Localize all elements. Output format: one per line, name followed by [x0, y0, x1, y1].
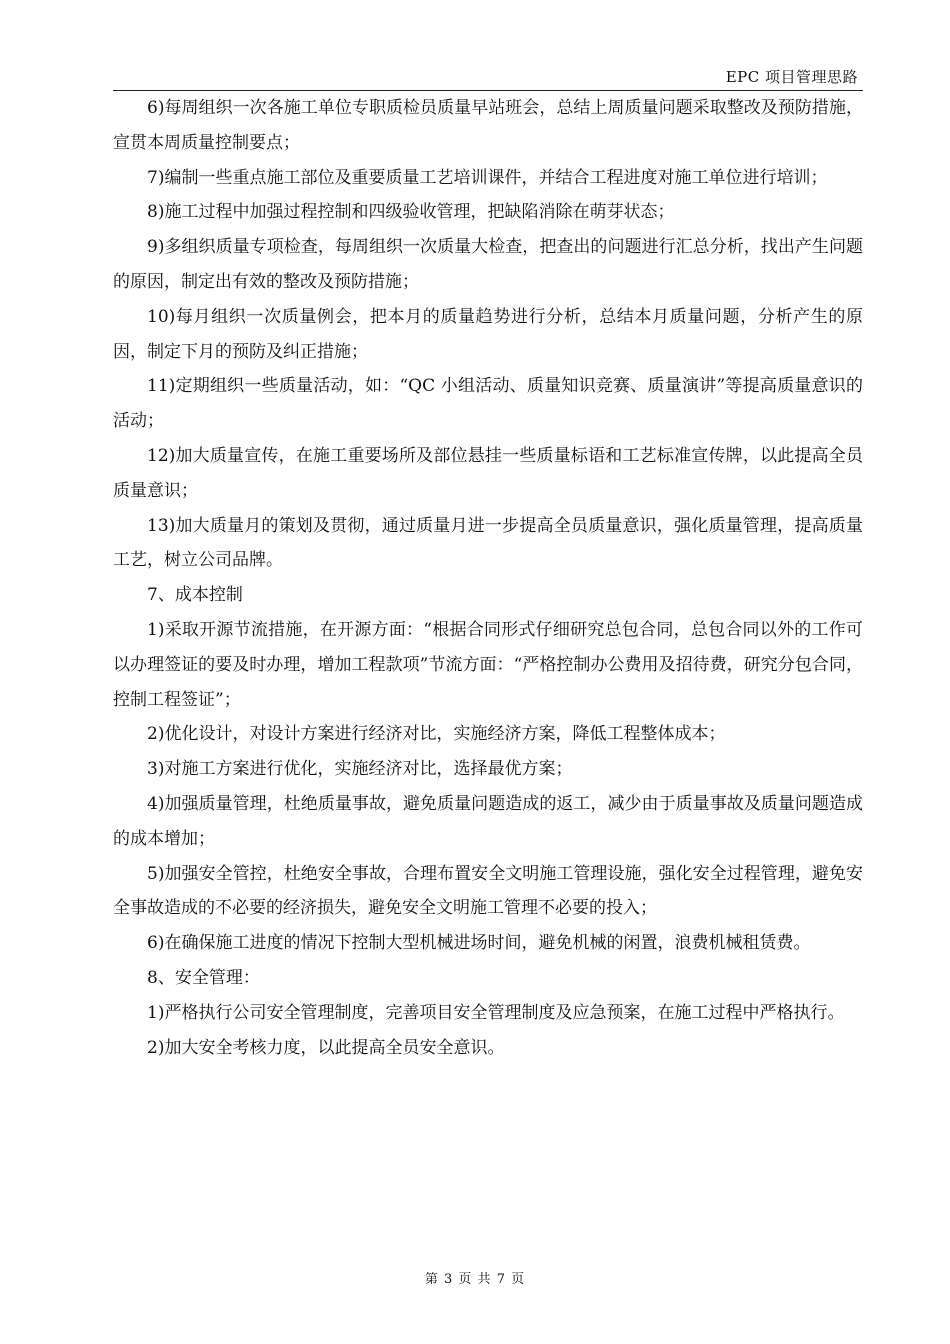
section-heading-safety-management: 8、安全管理：: [147, 967, 260, 988]
paragraph-quality-12: 12)加大质量宣传，在施工重要场所及部位悬挂一些质量标语和工艺标准宣传牌，以此提高全员质量意识；: [113, 445, 863, 501]
paragraph-quality-9: 9)多组织质量专项检查，每周组织一次质量大检查，把查出的问题进行汇总分析，找出产生问题的原因，制定出有效的整改及预防措施；: [113, 237, 863, 292]
paragraph-cost-5: 5)加强安全管控，杜绝安全事故，合理布置安全文明施工管理设施，强化安全过程管理，避免安全事故造成的不必要的经济损失，避免安全文明施工管理不必要的投入；: [113, 863, 863, 919]
paragraph-cost-6: 6)在确保施工进度的情况下控制大型机械进场时间，避免机械的闲置，浪费机械租赁费。: [147, 933, 811, 954]
page-number-footer: 第 3 页 共 7 页: [424, 1272, 526, 1287]
header-title: EPC 项目管理思路: [725, 68, 858, 86]
document-body: [113, 91, 863, 1065]
paragraph-cost-2: 2)优化设计，对设计方案进行经济对比，实施经济方案，降低工程整体成本；: [147, 724, 726, 745]
paragraph-quality-11: 11)定期组织一些质量活动，如：“QC 小组活动、质量知识竞赛、质量演讲”等提高质量意识的活动；: [113, 376, 863, 432]
paragraph-safety-2: 2)加大安全考核力度，以此提高全员安全意识。: [147, 1037, 505, 1058]
paragraph-quality-8: 8)施工过程中加强过程控制和四级验收管理，把缺陷消除在萌芽状态；: [147, 202, 675, 223]
paragraph-cost-3: 3)对施工方案进行优化，实施经济对比，选择最优方案；: [147, 759, 573, 780]
paragraph-safety-1: 1)严格执行公司安全管理制度，完善项目安全管理制度及应急预案，在施工过程中严格执行。: [147, 1002, 845, 1023]
paragraph-cost-4: 4)加强质量管理，杜绝质量事故，避免质量问题造成的返工，减少由于质量事故及质量问题造成的成本增加；: [113, 793, 863, 849]
paragraph-quality-10: 10)每月组织一次质量例会，把本月的质量趋势进行分析，总结本月质量问题，分析产生的原因，制定下月的预防及纠正措施；: [113, 306, 863, 362]
section-heading-cost-control: 7、成本控制: [147, 585, 243, 606]
paragraph-quality-6: 6)每周组织一次各施工单位专职质检员质量早站班会，总结上周质量问题采取整改及预防措施，宣贯本周质量控制要点；: [113, 98, 863, 153]
paragraph-cost-1: 1)采取开源节流措施，在开源方面：“根据合同形式仔细研究总包合同，总包合同以外的工作可以办理签证的要及时办理，增加工程款项”节流方面：“严格控制办公费用及招待费，研究分包合同，控制工程签证”；: [113, 619, 863, 710]
paragraph-quality-13: 13)加大质量月的策划及贯彻，通过质量月进一步提高全员质量意识，强化质量管理，提高质量工艺，树立公司品牌。: [113, 515, 863, 571]
paragraph-quality-7: 7)编制一些重点施工部位及重要质量工艺培训课件，并结合工程进度对施工单位进行培训；: [147, 167, 828, 188]
